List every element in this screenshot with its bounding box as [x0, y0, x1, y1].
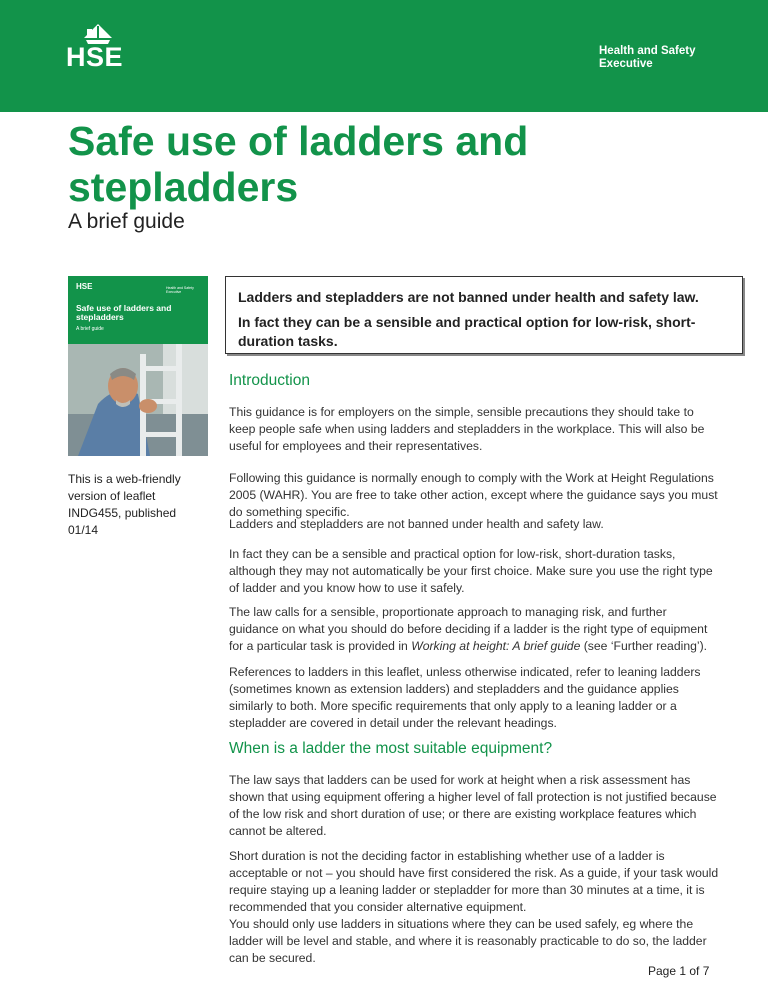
cover-photo-worker-on-ladder — [68, 344, 208, 456]
suitable-paragraph-2: Short duration is not the deciding factor in establishing whether use of a ladder is acceptable or not – you should have first considered the risk. As a guide, if your task would require staying up a leaning ladder or stepladder for more than 30 minutes at a time, it is recommended that you consider alternative equipment. — [229, 849, 719, 914]
page-number: Page 1 of 7 — [648, 964, 710, 978]
cover-subtitle: A brief guide — [76, 326, 104, 332]
suitable-paragraph-3: You should only use ladders in situations where they can be used safely, eg where the ladder will be level and stable, and where it is reasonably practicable to do so, the ladder can be secured. — [229, 917, 707, 965]
cover-header — [68, 276, 208, 344]
hse-logo-text: HSE — [66, 42, 124, 72]
leaflet-cover-thumbnail — [68, 276, 208, 456]
section-heading-introduction: Introduction — [229, 372, 310, 389]
intro-p5-text-before: The law calls for a sensible, proportionate approach to managing risk, and further guidance on what you should do before deciding if a ladder is the right type of equipment for a particular task is provided in — [229, 605, 708, 653]
cover-title: Safe use of ladders and stepladders — [76, 303, 172, 322]
intro-paragraph-5 — [229, 604, 719, 655]
section-heading-suitable-equipment: When is a ladder the most suitable equipment? — [229, 740, 553, 757]
cover-logo: HSE — [76, 282, 93, 291]
header-band — [0, 0, 768, 112]
intro-paragraph-6: References to ladders in this leaflet, unless otherwise indicated, refer to leaning ladders (sometimes known as extension ladders) and stepladders and the guidance applies similarly to both. More specific requirements that only apply to a leaning ladder or a stepladder are covered in detail under the relevant headings. — [229, 665, 701, 730]
callout-line-2: In fact they can be a sensible and practical option for low-risk, short-duration tasks. — [238, 314, 696, 349]
intro-paragraph-3: Ladders and stepladders are not banned under health and safety law. — [229, 517, 604, 531]
intro-paragraph-4: In fact they can be a sensible and practical option for low-risk, short-duration tasks, although they may not automatically be your first choice. Make sure you use the right type of ladder and you know how to use it safely. — [229, 547, 713, 595]
further-reading-title: Working at height: A brief guide — [411, 639, 581, 653]
org-name: Health and Safety Executive — [599, 45, 696, 70]
suitable-paragraph-1: The law says that ladders can be used for work at height when a risk assessment has shown that using equipment offering a higher level of fall protection is not justified because of the low risk and short duration of use; or there are existing workplace features which cannot be altered. — [229, 773, 717, 838]
page-subtitle: A brief guide — [68, 210, 185, 233]
callout-line-1: Ladders and stepladders are not banned under health and safety law. — [238, 289, 699, 305]
intro-paragraph-1: This guidance is for employers on the simple, sensible precautions they should take to keep people safe when using ladders and stepladders in the workplace. This will also be useful for employees and their representatives. — [229, 405, 705, 453]
leaflet-caption: This is a web-friendly version of leaflet INDG455, published 01/14 — [68, 472, 181, 537]
intro-paragraph-2: Following this guidance is normally enough to comply with the Work at Height Regulations 2005 (WAHR). You are free to take other action, except where the guidance says you must do something specific. — [229, 471, 718, 519]
key-message-callout — [225, 276, 743, 354]
intro-p5-text-after: (see ‘Further reading’). — [580, 639, 708, 653]
cover-org-name: Health and Safety Executive — [166, 286, 194, 294]
page-title: Safe use of ladders and stepladders — [68, 118, 529, 210]
